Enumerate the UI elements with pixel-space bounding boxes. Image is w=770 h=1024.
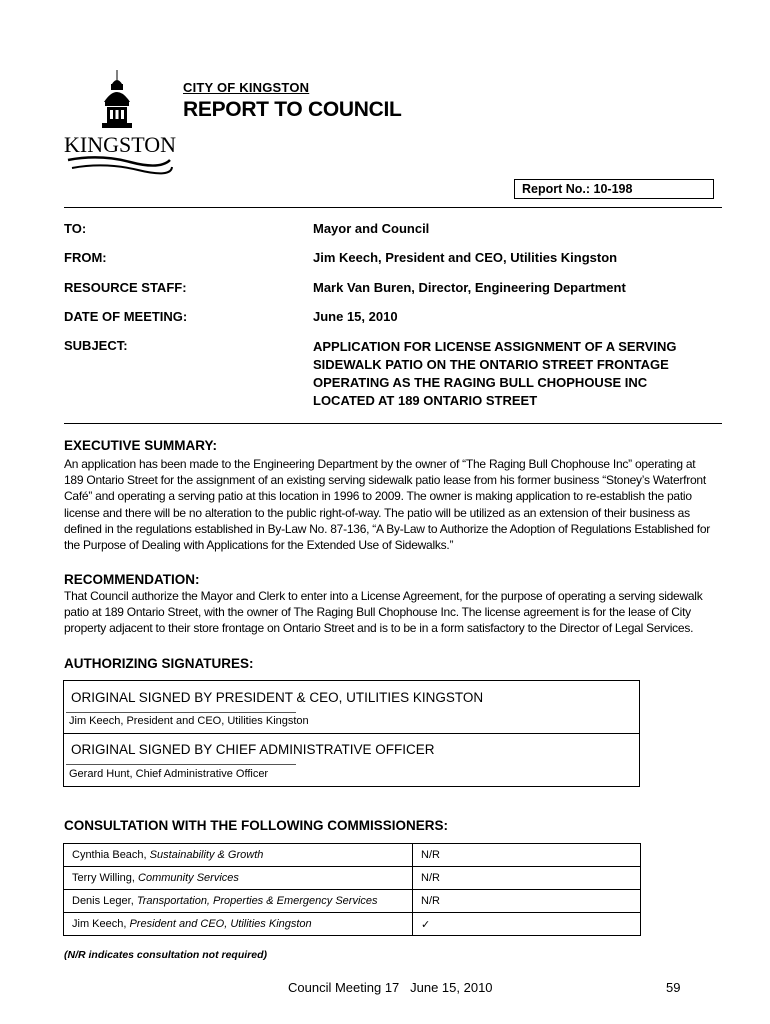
date-of-meeting-value: June 15, 2010	[313, 309, 398, 324]
table-row	[64, 890, 641, 913]
divider-top	[64, 207, 722, 208]
commissioner-role: Community Services	[138, 872, 239, 884]
kingston-logo	[60, 70, 178, 188]
subject-line: SIDEWALK PATIO ON THE ONTARIO STREET FRONTAGE	[313, 357, 669, 372]
table-row	[64, 867, 641, 890]
summary-line: defined in the regulations established in By-Law No. 87-136, “A By-Law to Authorize the Adoption of Regulations Established for	[64, 521, 711, 536]
commissioner-name: Cynthia Beach,	[72, 849, 150, 861]
table-row	[64, 913, 641, 936]
consultation-heading: CONSULTATION WITH THE FOLLOWING COMMISSIONERS:	[64, 818, 448, 833]
commissioner-role: President and CEO, Utilities Kingston	[129, 918, 312, 930]
commissioner-cell	[64, 913, 413, 936]
commissioner-role: Sustainability & Growth	[149, 849, 264, 861]
footer-meeting: Council Meeting 17 June 15, 2010	[288, 980, 493, 995]
report-number: Report No.: 10-198	[522, 182, 633, 196]
to-label: TO:	[64, 221, 87, 236]
to-value: Mayor and Council	[313, 221, 430, 236]
signatory-name-1: Jim Keech, President and CEO, Utilities Kingston	[69, 715, 309, 727]
subject-label: SUBJECT:	[64, 338, 128, 353]
date-of-meeting-label: DATE OF MEETING:	[64, 309, 188, 324]
subject-text	[313, 338, 713, 410]
from-label: FROM:	[64, 250, 107, 265]
from-value: Jim Keech, President and CEO, Utilities Kingston	[313, 250, 618, 265]
signature-line-1	[66, 712, 296, 713]
consultation-table	[63, 843, 641, 936]
summary-line: 189 Ontario Street for the assignment of an existing serving sidewalk patio lease from his former business “Stoney’s Waterfront	[64, 473, 706, 488]
consultation-status: N/R	[413, 890, 641, 913]
subject-line: APPLICATION FOR LICENSE ASSIGNMENT OF A SERVING	[313, 339, 677, 354]
table-row	[64, 844, 641, 867]
logo-text: KINGSTON	[64, 132, 177, 157]
signature-line-2	[66, 764, 296, 765]
resource-staff-value: Mark Van Buren, Director, Engineering Department	[313, 280, 626, 295]
summary-line: Café” and operating a serving patio at this location in 1996 to 2009. The owner is making application to re-establish the patio	[64, 489, 692, 504]
summary-line: An application has been made to the Engineering Department by the owner of “The Raging Bull Chophouse Inc” operating at	[64, 457, 696, 471]
divider-subject	[64, 423, 722, 424]
commissioner-cell	[64, 844, 413, 867]
recommendation-line: That Council authorize the Mayor and Clerk to enter into a License Agreement, for the purpose of operating a serving sidewalk	[64, 589, 703, 603]
subject-line: OPERATING AS THE RAGING BULL CHOPHOUSE INC	[313, 375, 648, 390]
signature-divider	[63, 733, 640, 734]
city-name: CITY OF KINGSTON	[183, 80, 310, 95]
summary-line: the Purpose of Dealing with Applications for the Extended Use of Sidewalks.”	[64, 538, 454, 553]
summary-line: license and there will be no alteration to the public right-of-way. The patio will be utilized as an extension of their business as	[64, 505, 690, 520]
commissioner-cell	[64, 890, 413, 913]
commissioner-name: Terry Willing,	[72, 872, 139, 884]
consultation-status: N/R	[413, 867, 641, 890]
signature-statement-1: ORIGINAL SIGNED BY PRESIDENT & CEO, UTILITIES KINGSTON	[71, 690, 484, 705]
report-title: REPORT TO COUNCIL	[183, 98, 402, 121]
signatory-name-2: Gerard Hunt, Chief Administrative Officer	[69, 768, 269, 780]
signature-statement-2: ORIGINAL SIGNED BY CHIEF ADMINISTRATIVE OFFICER	[71, 742, 435, 757]
recommendation-line: property adjacent to their store frontage on Ontario Street and is to be in a form satisfactory to the Director of Legal Services.	[64, 621, 694, 636]
resource-staff-label: RESOURCE STAFF:	[64, 280, 187, 295]
commissioner-name: Jim Keech,	[72, 918, 130, 930]
consultation-note: (N/R indicates consultation not required)	[64, 949, 268, 961]
commissioner-name: Denis Leger,	[72, 895, 137, 907]
page-number: 59	[666, 980, 681, 995]
subject-line: LOCATED AT 189 ONTARIO STREET	[313, 393, 538, 408]
commissioner-role: Transportation, Properties & Emergency Services	[136, 895, 378, 907]
executive-summary-text	[64, 456, 714, 553]
recommendation-text	[64, 588, 714, 637]
consultation-status: N/R	[413, 844, 641, 867]
recommendation-heading: RECOMMENDATION:	[64, 572, 200, 587]
recommendation-line: patio at 189 Ontario Street, with the owner of The Raging Bull Chophouse Inc. The license agreement is for the lease of City	[64, 605, 691, 620]
executive-summary-heading: EXECUTIVE SUMMARY:	[64, 438, 218, 453]
authorizing-signatures-heading: AUTHORIZING SIGNATURES:	[64, 656, 254, 671]
consultation-status: ✓	[413, 913, 641, 936]
commissioner-cell	[64, 867, 413, 890]
